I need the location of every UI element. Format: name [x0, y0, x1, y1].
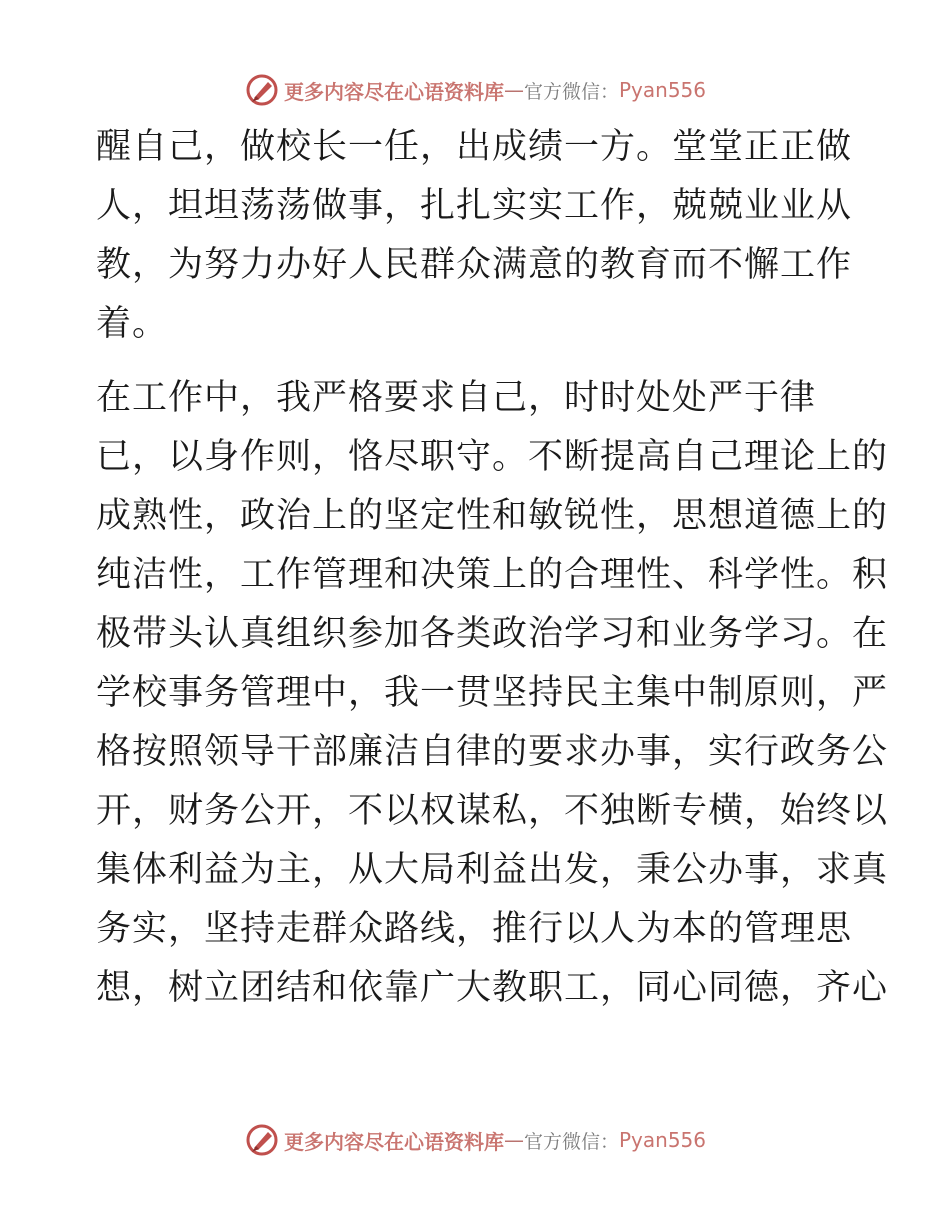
pen-logo-icon: [244, 72, 280, 108]
watermark-dash: —: [503, 78, 524, 102]
watermark-text: 更多内容尽在心语资料库: [283, 1129, 504, 1154]
paragraph-1: [96, 118, 856, 354]
text-line: 醒自己，做校长一任，出成绩一方。堂堂正正做: [96, 127, 853, 167]
text-line: 纯洁性，工作管理和决策上的合理性、科学性。积: [96, 555, 889, 595]
paragraph-2: [96, 369, 889, 1018]
text-line: 教，为努力办好人民群众满意的教育而不懈工作: [96, 245, 853, 285]
watermark-official: 官方微信：: [523, 1130, 619, 1153]
text-line: 成熟性，政治上的坚定性和敏锐性，思想道德上的: [96, 496, 889, 536]
footer-watermark: [0, 1120, 950, 1160]
text-line: 着。: [96, 304, 169, 344]
text-line: 学校事务管理中，我一贯坚持民主集中制原则，严: [96, 673, 889, 713]
text-line: 在工作中，我严格要求自己，时时处处严于律: [96, 378, 817, 418]
text-line: 务实，坚持走群众路线，推行以人为本的管理思: [96, 909, 853, 949]
text-line: 想，树立团结和依靠广大教职工，同心同德，齐心: [96, 968, 889, 1008]
document-body: [96, 118, 889, 1018]
watermark-text: 更多内容尽在心语资料库: [283, 79, 504, 104]
watermark-wechat-id: Pyan556: [619, 1128, 707, 1152]
watermark-wechat-id: Pyan556: [619, 78, 707, 102]
text-line: 格按照领导干部廉洁自律的要求办事，实行政务公: [96, 732, 889, 772]
text-line: 集体利益为主，从大局利益出发，秉公办事，求真: [96, 850, 889, 890]
watermark-dash: —: [503, 1128, 524, 1152]
pen-logo-icon: [244, 1122, 280, 1158]
header-watermark: [0, 70, 950, 110]
text-line: 极带头认真组织参加各类政治学习和业务学习。在: [96, 614, 889, 654]
text-line: 人，坦坦荡荡做事，扎扎实实工作，兢兢业业从: [96, 186, 853, 226]
text-line: 开，财务公开，不以权谋私，不独断专横，始终以: [96, 791, 889, 831]
watermark-official: 官方微信：: [523, 80, 619, 103]
paragraph-gap: [96, 354, 856, 369]
text-line: 已，以身作则，恪尽职守。不断提高自己理论上的: [96, 437, 889, 477]
